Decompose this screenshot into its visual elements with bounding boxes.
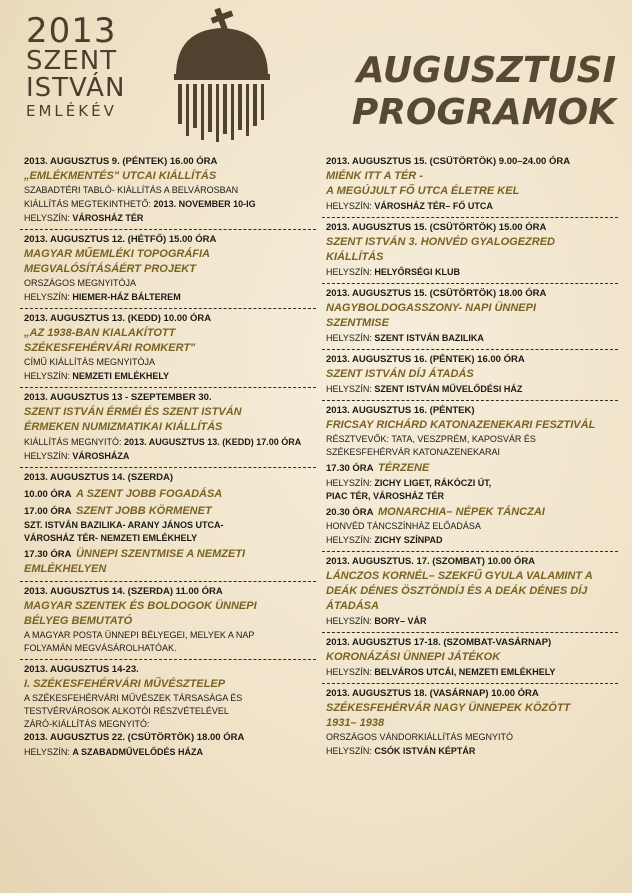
event-date: 2013. AUGUSZTUS 16. (PÉNTEK) 16.00 ÓRA xyxy=(326,354,525,365)
location-value: A SZABADMŰVELŐDÉS HÁZA xyxy=(72,747,204,757)
event-description: CÍMŰ KIÁLLÍTÁS MEGNYITÓJA xyxy=(24,357,156,367)
event-title: SZENT ISTVÁN DÍJ ÁTADÁS xyxy=(326,368,474,380)
event-description: TESTVÉRVÁROSOK ALKOTÓI RÉSZVÉTELÉVEL xyxy=(24,706,229,716)
location-label: HELYSZÍN: xyxy=(326,535,372,545)
event-date: 2013. AUGUSZTUS 15. (CSÜTÖRTÖK) 9.00–24.00 ÓRA xyxy=(326,156,571,167)
event-block xyxy=(322,401,618,552)
page-title xyxy=(326,50,616,134)
event-title: A MEGÚJULT FŐ UTCA ÉLETRE KEL xyxy=(326,185,520,197)
event-title: ÜNNEPI SZENTMISE A NEMZETI xyxy=(75,548,246,560)
event-time: 17.30 ÓRA xyxy=(326,463,374,474)
location-value: NEMZETI EMLÉKHELY xyxy=(72,371,170,381)
event-title: MONARCHIA– NÉPEK TÁNCZAI xyxy=(377,506,545,518)
title-line-1: AUGUSZTUSI xyxy=(356,50,616,91)
event-block xyxy=(322,552,618,633)
program-column-left xyxy=(20,152,316,763)
event-date: 2013. AUGUSZTUS 15. (CSÜTÖRTÖK) 15.00 ÓRA xyxy=(326,222,547,233)
event-description: FOLYAMÁN MEGVÁSÁROLHATÓAK. xyxy=(24,643,177,653)
event-date: 2013. AUGUSZTUS 15. (CSÜTÖRTÖK) 18.00 ÓRA xyxy=(326,288,547,299)
event-title: ÁTADÁSA xyxy=(326,600,379,612)
event-route: SZT. ISTVÁN BAZILIKA- ARANY JÁNOS UTCA- xyxy=(24,520,224,530)
event-title: I. SZÉKESFEHÉRVÁRI MŰVÉSZTELEP xyxy=(24,678,226,690)
location-value: SZENT ISTVÁN BAZILIKA xyxy=(374,333,484,343)
event-title: NAGYBOLDOGASSZONY- NAPI ÜNNEPI xyxy=(326,302,537,314)
event-title: SZENTMISE xyxy=(326,317,389,329)
event-title: DEÁK DÉNES ÖSZTÖNDÍJ ÉS A DEÁK DÉNES DÍJ xyxy=(326,585,588,597)
event-title: SZENT ISTVÁN 3. HONVÉD GYALOGEZRED xyxy=(326,236,555,248)
location-value: ZICHY SZÍNPAD xyxy=(374,535,443,545)
title-line-2: PROGRAMOK xyxy=(351,92,616,133)
location-label: HELYSZÍN: xyxy=(326,201,372,211)
event-block xyxy=(20,660,316,763)
event-date: 2013. AUGUSZTUS 12. (HÉTFŐ) 15.00 ÓRA xyxy=(24,234,217,245)
event-description: ORSZÁGOS VÁNDORKIÁLLÍTÁS MEGNYITÓ xyxy=(326,732,514,742)
logo-line-emlekev: EMLÉKÉV xyxy=(26,102,117,120)
location-value: HIEMER-HÁZ BÁLTEREM xyxy=(72,292,181,302)
description-value: 2013. AUGUSZTUS 13. (KEDD) 17.00 ÓRA xyxy=(124,437,302,447)
event-block xyxy=(322,350,618,401)
event-title: 1931– 1938 xyxy=(326,717,385,729)
location-label: HELYSZÍN: xyxy=(326,333,372,343)
event-title: SZÉKESFEHÉRVÁRI ROMKERT" xyxy=(24,342,196,354)
description-label: KIÁLLÍTÁS MEGNYITÓ: xyxy=(24,437,122,447)
event-title: BÉLYEG BEMUTATÓ xyxy=(24,615,133,627)
event-block xyxy=(322,633,618,684)
event-date: 2013. AUGUSZTUS 13. (KEDD) 10.00 ÓRA xyxy=(24,313,212,324)
event-description: RÉSZTVEVŐK: TATA, VESZPRÉM, KAPOSVÁR ÉS xyxy=(326,434,536,444)
event-block xyxy=(20,230,316,309)
location-value: ZICHY LIGET, RÁKÓCZI ÚT, xyxy=(374,478,492,488)
location-value: SZENT ISTVÁN MŰVELŐDÉSI HÁZ xyxy=(374,384,523,394)
event-time: 17.00 ÓRA xyxy=(24,506,72,517)
location-label: HELYSZÍN: xyxy=(326,267,372,277)
location-label: HELYSZÍN: xyxy=(326,746,372,756)
event-block xyxy=(20,468,316,582)
event-date: 2013. AUGUSZTUS 14-23. xyxy=(24,664,139,675)
event-block xyxy=(20,388,316,468)
location-value: PIAC TÉR, VÁROSHÁZ TÉR xyxy=(326,491,445,501)
event-time: 17.30 ÓRA xyxy=(24,549,72,560)
event-block xyxy=(322,218,618,284)
location-label: HELYSZÍN: xyxy=(24,451,70,461)
event-title: MIÉNK ITT A TÉR - xyxy=(326,170,423,182)
event-title: EMLÉKHELYEN xyxy=(24,563,107,575)
event-title: LÁNCZOS KORNÉL– SZEKFŰ GYULA VALAMINT A xyxy=(326,570,593,582)
event-description: HONVÉD TÁNCSZÍNHÁZ ELŐADÁSA xyxy=(326,521,481,531)
event-date: 2013. AUGUSZTUS 14. (SZERDA) 11.00 ÓRA xyxy=(24,586,223,597)
event-date: 2013. AUGUSZTUS 13 - SZEPTEMBER 30. xyxy=(24,392,212,403)
location-value: VÁROSHÁZA xyxy=(72,451,130,461)
event-description: SZABADTÉRI TABLÓ- KIÁLLÍTÁS A BELVÁROSBAN xyxy=(24,185,239,195)
event-title: ÉRMEKEN NUMIZMATIKAI KIÁLLÍTÁS xyxy=(24,421,223,433)
event-block xyxy=(20,309,316,388)
event-date: 2013. AUGUSZTUS 14. (SZERDA) xyxy=(24,472,174,483)
event-title: A SZENT JOBB FOGADÁSA xyxy=(75,488,223,500)
event-title: KIÁLLÍTÁS xyxy=(326,251,384,263)
description-label: KIÁLLÍTÁS MEGTEKINTHETŐ: xyxy=(24,199,152,209)
logo-line-istvan: ISTVÁN xyxy=(26,73,126,103)
event-title: MEGVALÓSÍTÁSÁÉRT PROJEKT xyxy=(24,263,196,275)
event-route: VÁROSHÁZ TÉR- NEMZETI EMLÉKHELY xyxy=(24,533,198,543)
event-title: MAGYAR MŰEMLÉKI TOPOGRÁFIA xyxy=(24,248,210,260)
location-value: VÁROSHÁZ TÉR xyxy=(72,213,144,223)
emlekev-logo-text xyxy=(26,11,136,120)
event-description: A MAGYAR POSTA ÜNNEPI BÉLYEGEI, MELYEK A NAP xyxy=(24,630,255,640)
program-column-right xyxy=(322,152,618,762)
event-title: SZENT ISTVÁN ÉRMÉI ÉS SZENT ISTVÁN xyxy=(24,406,242,418)
event-title: KORONÁZÁSI ÜNNEPI JÁTÉKOK xyxy=(326,651,501,663)
event-block xyxy=(322,152,618,218)
event-date: 2013. AUGUSZTUS 17-18. (SZOMBAT-VASÁRNAP) xyxy=(326,637,552,648)
location-label: HELYSZÍN: xyxy=(326,384,372,394)
event-date: 2013. AUGUSZTUS 18. (VASÁRNAP) 10.00 ÓRA xyxy=(326,688,539,699)
location-value: HELYŐRSÉGI KLUB xyxy=(374,267,461,277)
header xyxy=(0,0,632,152)
event-title: „EMLÉKMENTÉS" UTCAI KIÁLLÍTÁS xyxy=(24,170,217,182)
event-date: 2013. AUGUSZTUS 16. (PÉNTEK) xyxy=(326,405,475,416)
crown-crowd-emblem-icon xyxy=(166,4,278,144)
event-title: „AZ 1938-BAN KIALAKÍTOTT xyxy=(24,327,176,339)
event-title: FRICSAY RICHÁRD KATONAZENEKARI FESZTIVÁL xyxy=(326,419,596,431)
location-label: HELYSZÍN: xyxy=(326,478,372,488)
event-description: A SZÉKESFEHÉRVÁRI MŰVÉSZEK TÁRSASÁGA ÉS xyxy=(24,693,243,703)
event-block xyxy=(322,284,618,350)
event-block xyxy=(20,152,316,230)
event-date: 2013. AUGUSZTUS 9. (PÉNTEK) 16.00 ÓRA xyxy=(24,156,218,167)
event-description: ZÁRÓ-KIÁLLÍTÁS MEGNYITÓ: xyxy=(24,719,150,729)
event-time: 20.30 ÓRA xyxy=(326,507,374,518)
event-title: TÉRZENE xyxy=(377,462,430,474)
location-label: HELYSZÍN: xyxy=(326,616,372,626)
location-label: HELYSZÍN: xyxy=(24,371,70,381)
description-value: 2013. NOVEMBER 10-IG xyxy=(153,199,256,209)
event-date: 2013. AUGUSZTUS 22. (CSÜTÖRTÖK) 18.00 ÓRA xyxy=(24,732,245,743)
logo-year: 2013 xyxy=(26,11,117,51)
event-block xyxy=(20,582,316,660)
event-title: SZENT JOBB KÖRMENET xyxy=(75,505,212,517)
logo-line-szent: SZENT xyxy=(26,46,118,76)
event-block xyxy=(322,684,618,762)
location-value: VÁROSHÁZ TÉR– FŐ UTCA xyxy=(374,201,493,211)
event-title: MAGYAR SZENTEK ÉS BOLDOGOK ÜNNEPI xyxy=(24,600,257,612)
event-time: 10.00 ÓRA xyxy=(24,489,72,500)
event-date: 2013. AUGUSZTUS. 17. (SZOMBAT) 10.00 ÓRA xyxy=(326,556,536,567)
location-value: CSÓK ISTVÁN KÉPTÁR xyxy=(374,746,476,756)
location-label: HELYSZÍN: xyxy=(326,667,372,677)
event-description: ORSZÁGOS MEGNYITÓJA xyxy=(24,278,137,288)
location-label: HELYSZÍN: xyxy=(24,747,70,757)
event-description: SZÉKESFEHÉRVÁR KATONAZENEKARAI xyxy=(326,447,501,457)
location-value: BELVÁROS UTCÁI, NEMZETI EMLÉKHELY xyxy=(374,667,556,677)
event-title: SZÉKESFEHÉRVÁR NAGY ÜNNEPEK KÖZÖTT xyxy=(326,702,571,714)
location-label: HELYSZÍN: xyxy=(24,292,70,302)
location-value: BORY– VÁR xyxy=(374,616,427,626)
location-label: HELYSZÍN: xyxy=(24,213,70,223)
